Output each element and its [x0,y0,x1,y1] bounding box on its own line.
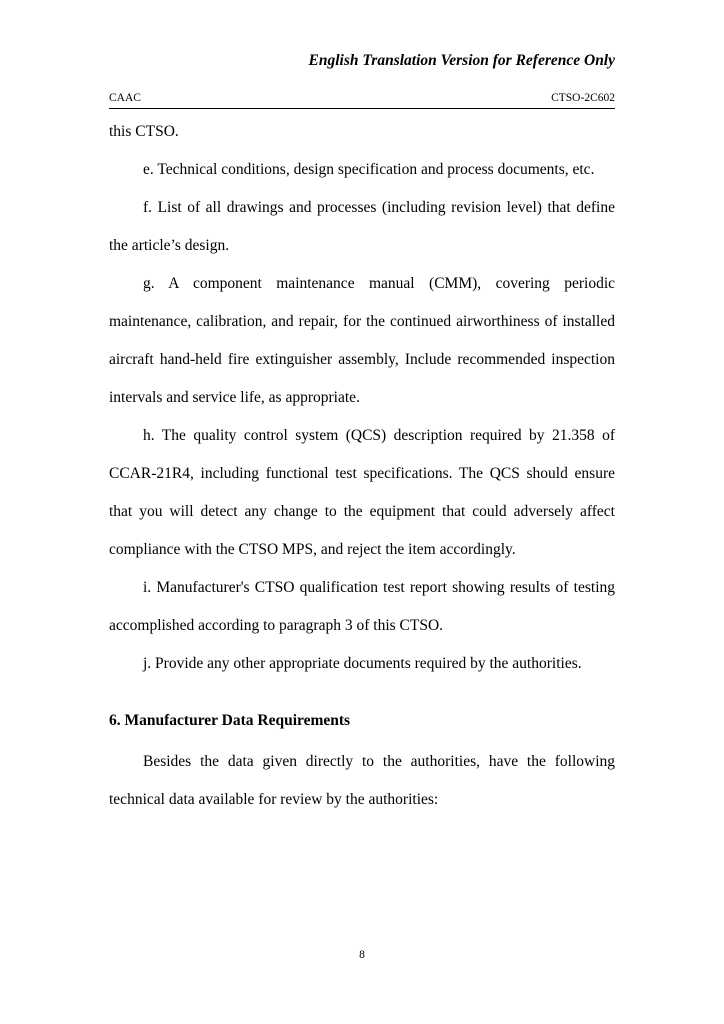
paragraph-item-j: j. Provide any other appropriate documents required by the authorities. [143,655,582,672]
section-paragraph: Besides the data given directly to the authorities, have the following technical data available for review by the authorities: [109,753,615,808]
paragraph-item-e: e. Technical conditions, design specification and process documents, etc. [143,161,595,178]
paragraph-item-h: h. The quality control system (QCS) description required by 21.358 of CCAR-21R4, including functional test specifications. The QCS should ensure that you will detect any change to the equipment that could adversely affect compliance with the CTSO MPS, and reject the item accordingly. [109,427,615,558]
paragraph-item-f: f. List of all drawings and processes (including revision level) that define the article’s design. [109,199,615,254]
paragraph-continuation: this CTSO. [109,123,179,140]
paragraph-item-i: i. Manufacturer's CTSO qualification test report showing results of testing accomplished according to paragraph 3 of this CTSO. [109,579,615,634]
page-number: 8 [359,949,365,961]
page-header [109,92,615,109]
header-organization: CAAC [109,92,141,104]
header-document-id: CTSO-2C602 [551,92,615,104]
page-title: English Translation Version for Reference Only [308,52,615,69]
paragraph-item-g: g. A component maintenance manual (CMM), covering periodic maintenance, calibration, and repair, for the continued airworthiness of installed aircraft hand-held fire extinguisher assembly, Include recommended inspection intervals and service life, as appropriate. [109,275,615,406]
section-heading: 6. Manufacturer Data Requirements [109,712,351,729]
document-body [109,113,615,819]
